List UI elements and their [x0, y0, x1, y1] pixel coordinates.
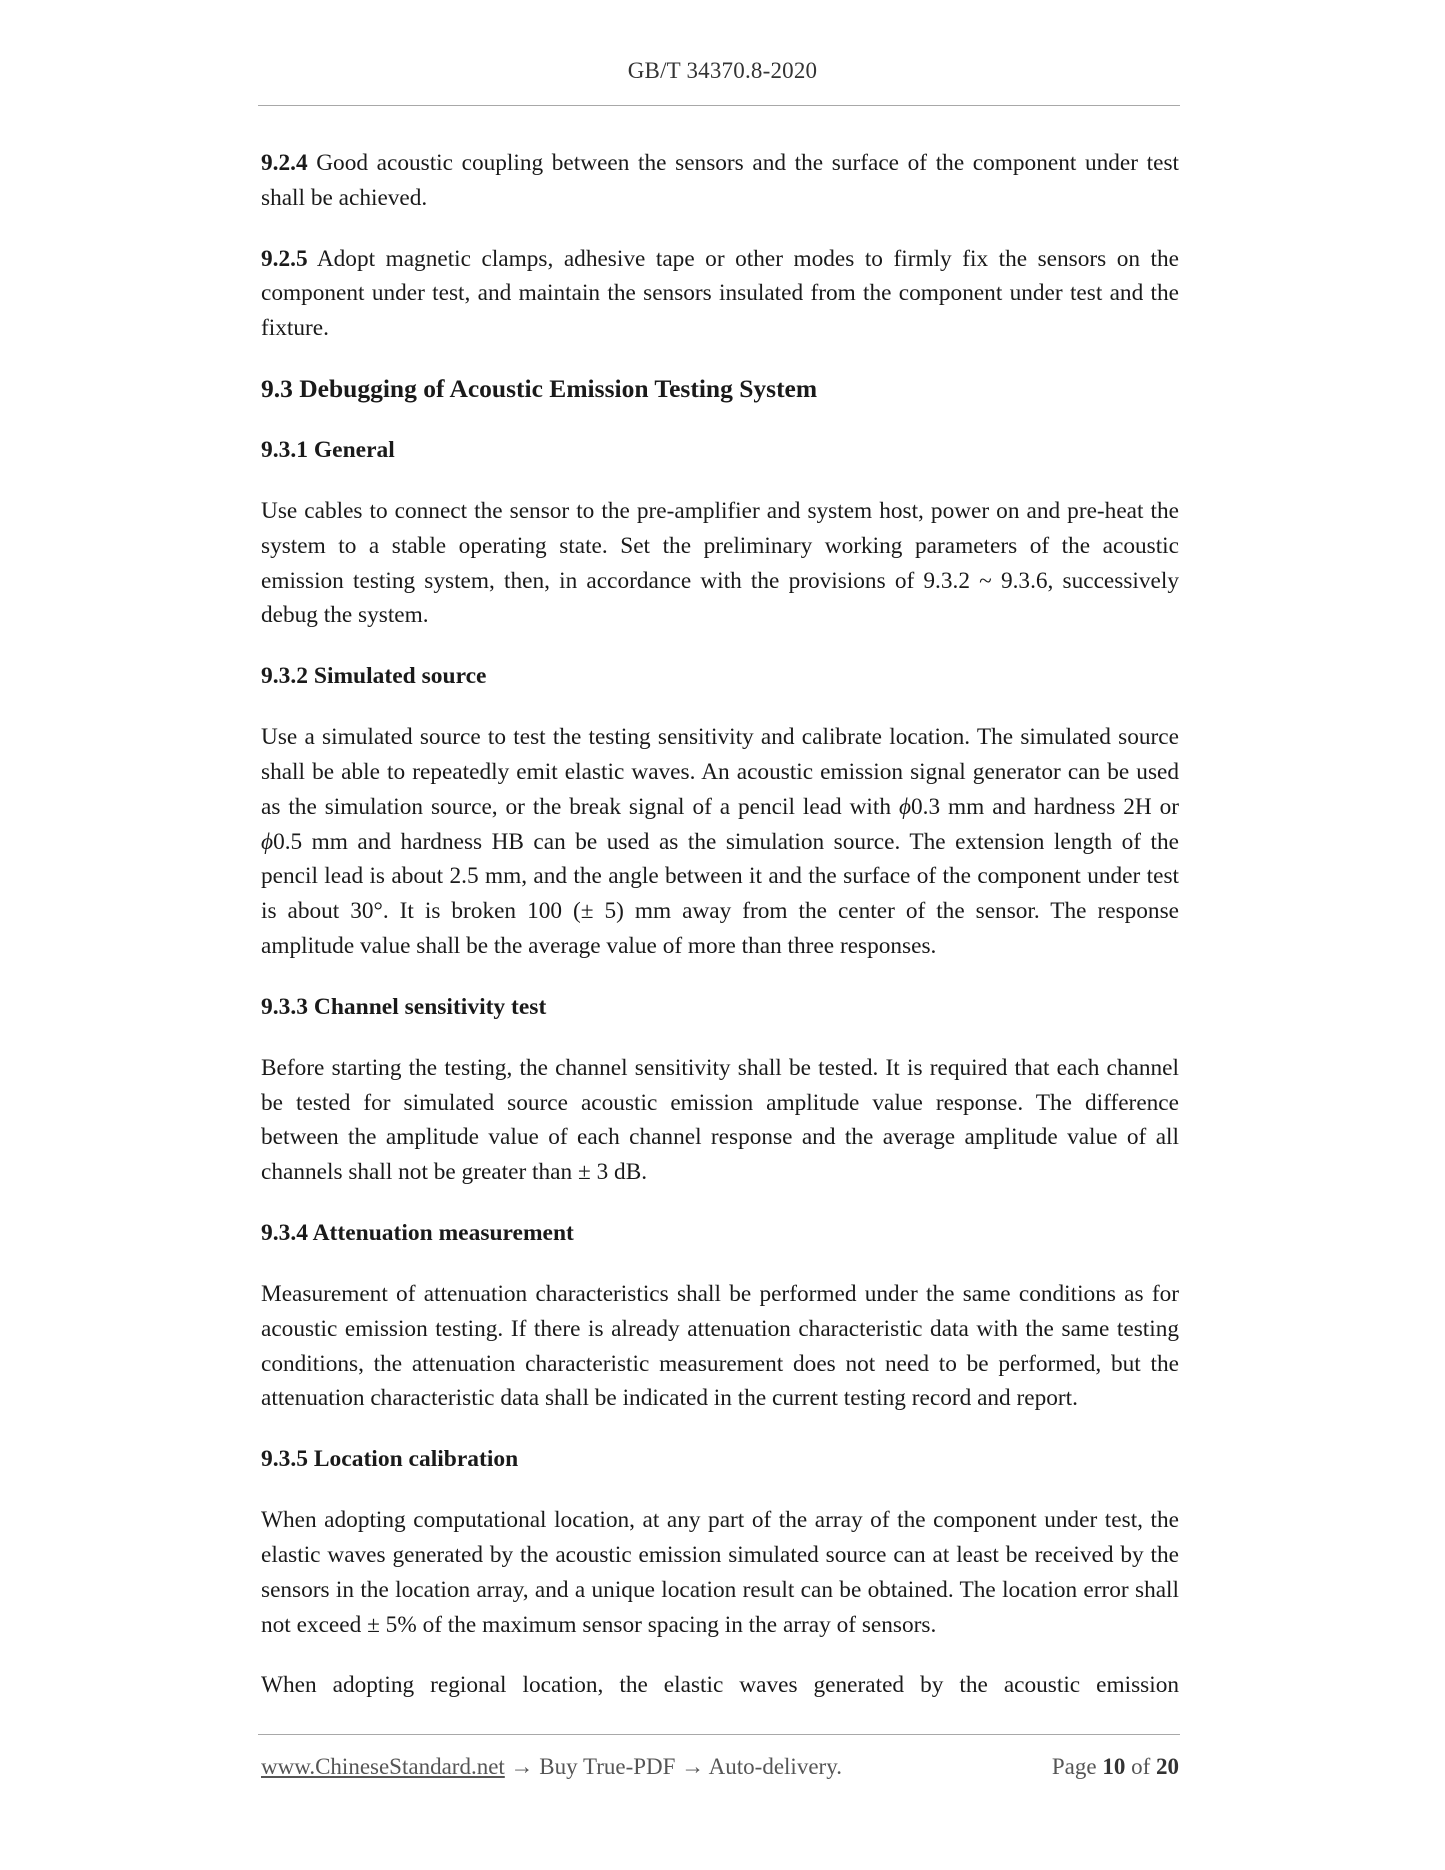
buy-text: Buy True-PDF: [539, 1754, 676, 1779]
paragraph-9-3-4: Measurement of attenuation characteristics shall be performed under the same conditions as for acoustic emission testing. If there is already attenuation characteristic data with the same testing conditions, the attenuation characteristic measurement does not need to be performed, but the attenuation characteristic data shall be indicated in the current testing record and report.: [261, 1280, 1179, 1412]
subsection-heading-9-3-2: 9.3.2 Simulated source: [261, 663, 487, 690]
section-heading-9-3: 9.3 Debugging of Acoustic Emission Testing System: [261, 373, 818, 403]
paragraph-9-3-1: Use cables to connect the sensor to the pre-amplifier and system host, power on and pre-heat the system to a stable operating state. Set the preliminary working parameters of the acoustic emission testing system, then, in accordance with the provisions of 9.3.2 ~ 9.3.6, successively debug the system.: [261, 497, 1179, 629]
page-number: 10: [1102, 1754, 1126, 1779]
page-label: Page: [1051, 1754, 1103, 1779]
clause-number: 9.2.4: [261, 150, 308, 176]
text-run: 0.5 mm and hardness HB can be used as the simulation source. The extension length of the pencil lead is about 2.5 mm, and the angle between it and the surface of the component under test is about 30°. It is broken 100 (± 5) mm away from the center of the sensor. The response amplitude value shall be the average value of more than three responses.: [261, 828, 1179, 959]
paragraph-9-3-5-b: When adopting regional location, the elastic waves generated by the acoustic emission: [261, 1672, 1179, 1699]
header-divider: [258, 105, 1180, 106]
diameter-symbol: ϕ: [898, 793, 911, 820]
diameter-symbol: ϕ: [261, 828, 274, 855]
subsection-heading-9-3-4: 9.3.4 Attenuation measurement: [261, 1219, 574, 1246]
website-link[interactable]: www.ChineseStandard.net: [261, 1754, 505, 1779]
clause-9-2-4: [261, 146, 1179, 216]
clause-text: Adopt magnetic clamps, adhesive tape or other modes to firmly fix the sensors on the component under test, and maintain the sensors insulated from the component under test and the fixture.: [261, 245, 1179, 342]
subsection-heading-9-3-5: 9.3.5 Location calibration: [261, 1446, 519, 1473]
paragraph-9-3-5-a: When adopting computational location, at any part of the array of the component under test, the elastic waves generated by the acoustic emission simulated source can at least be received by the sensors in the location array, and a unique location result can be obtained. The location error shall not exceed ± 5% of the maximum sensor spacing in the array of sensors.: [261, 1507, 1179, 1638]
page-content: [261, 146, 1179, 1729]
footer-divider: [258, 1734, 1180, 1735]
paragraph-9-3-3: Before starting the testing, the channel sensitivity shall be tested. It is required that each channel be tested for simulated source acoustic emission amplitude value response. The difference between the amplitude value of each channel response and the average amplitude value of all channels shall not be greater than ± 3 dB.: [261, 1054, 1179, 1186]
page-total: 20: [1156, 1754, 1179, 1779]
text-run: Use a simulated source to test the testing sensitivity and calibrate location. The simulated source shall be able to repeatedly emit elastic waves. An acoustic emission signal generator can be used as the simulation source, or the break signal of a pencil lead with: [261, 724, 1179, 820]
arrow-icon: →: [675, 1754, 709, 1779]
page-indicator: [1052, 1754, 1179, 1780]
clause-text: Good acoustic coupling between the sensors and the surface of the component under test shall be achieved.: [261, 150, 1179, 211]
subsection-heading-9-3-3: 9.3.3 Channel sensitivity test: [261, 993, 547, 1020]
delivery-text: Auto-delivery.: [708, 1754, 842, 1779]
page-footer: [261, 1754, 1179, 1788]
arrow-icon: →: [504, 1754, 540, 1779]
footer-promo: [261, 1754, 842, 1780]
text-run: 0.3 mm and hardness 2H or: [911, 793, 1179, 820]
paragraph-9-3-2: [261, 720, 1179, 964]
of-label: of: [1125, 1754, 1156, 1779]
subsection-heading-9-3-1: 9.3.1 General: [261, 436, 395, 463]
document-header-title: GB/T 34370.8-2020: [627, 58, 818, 83]
clause-9-2-5: [261, 242, 1179, 346]
clause-number: 9.2.5: [261, 245, 308, 272]
